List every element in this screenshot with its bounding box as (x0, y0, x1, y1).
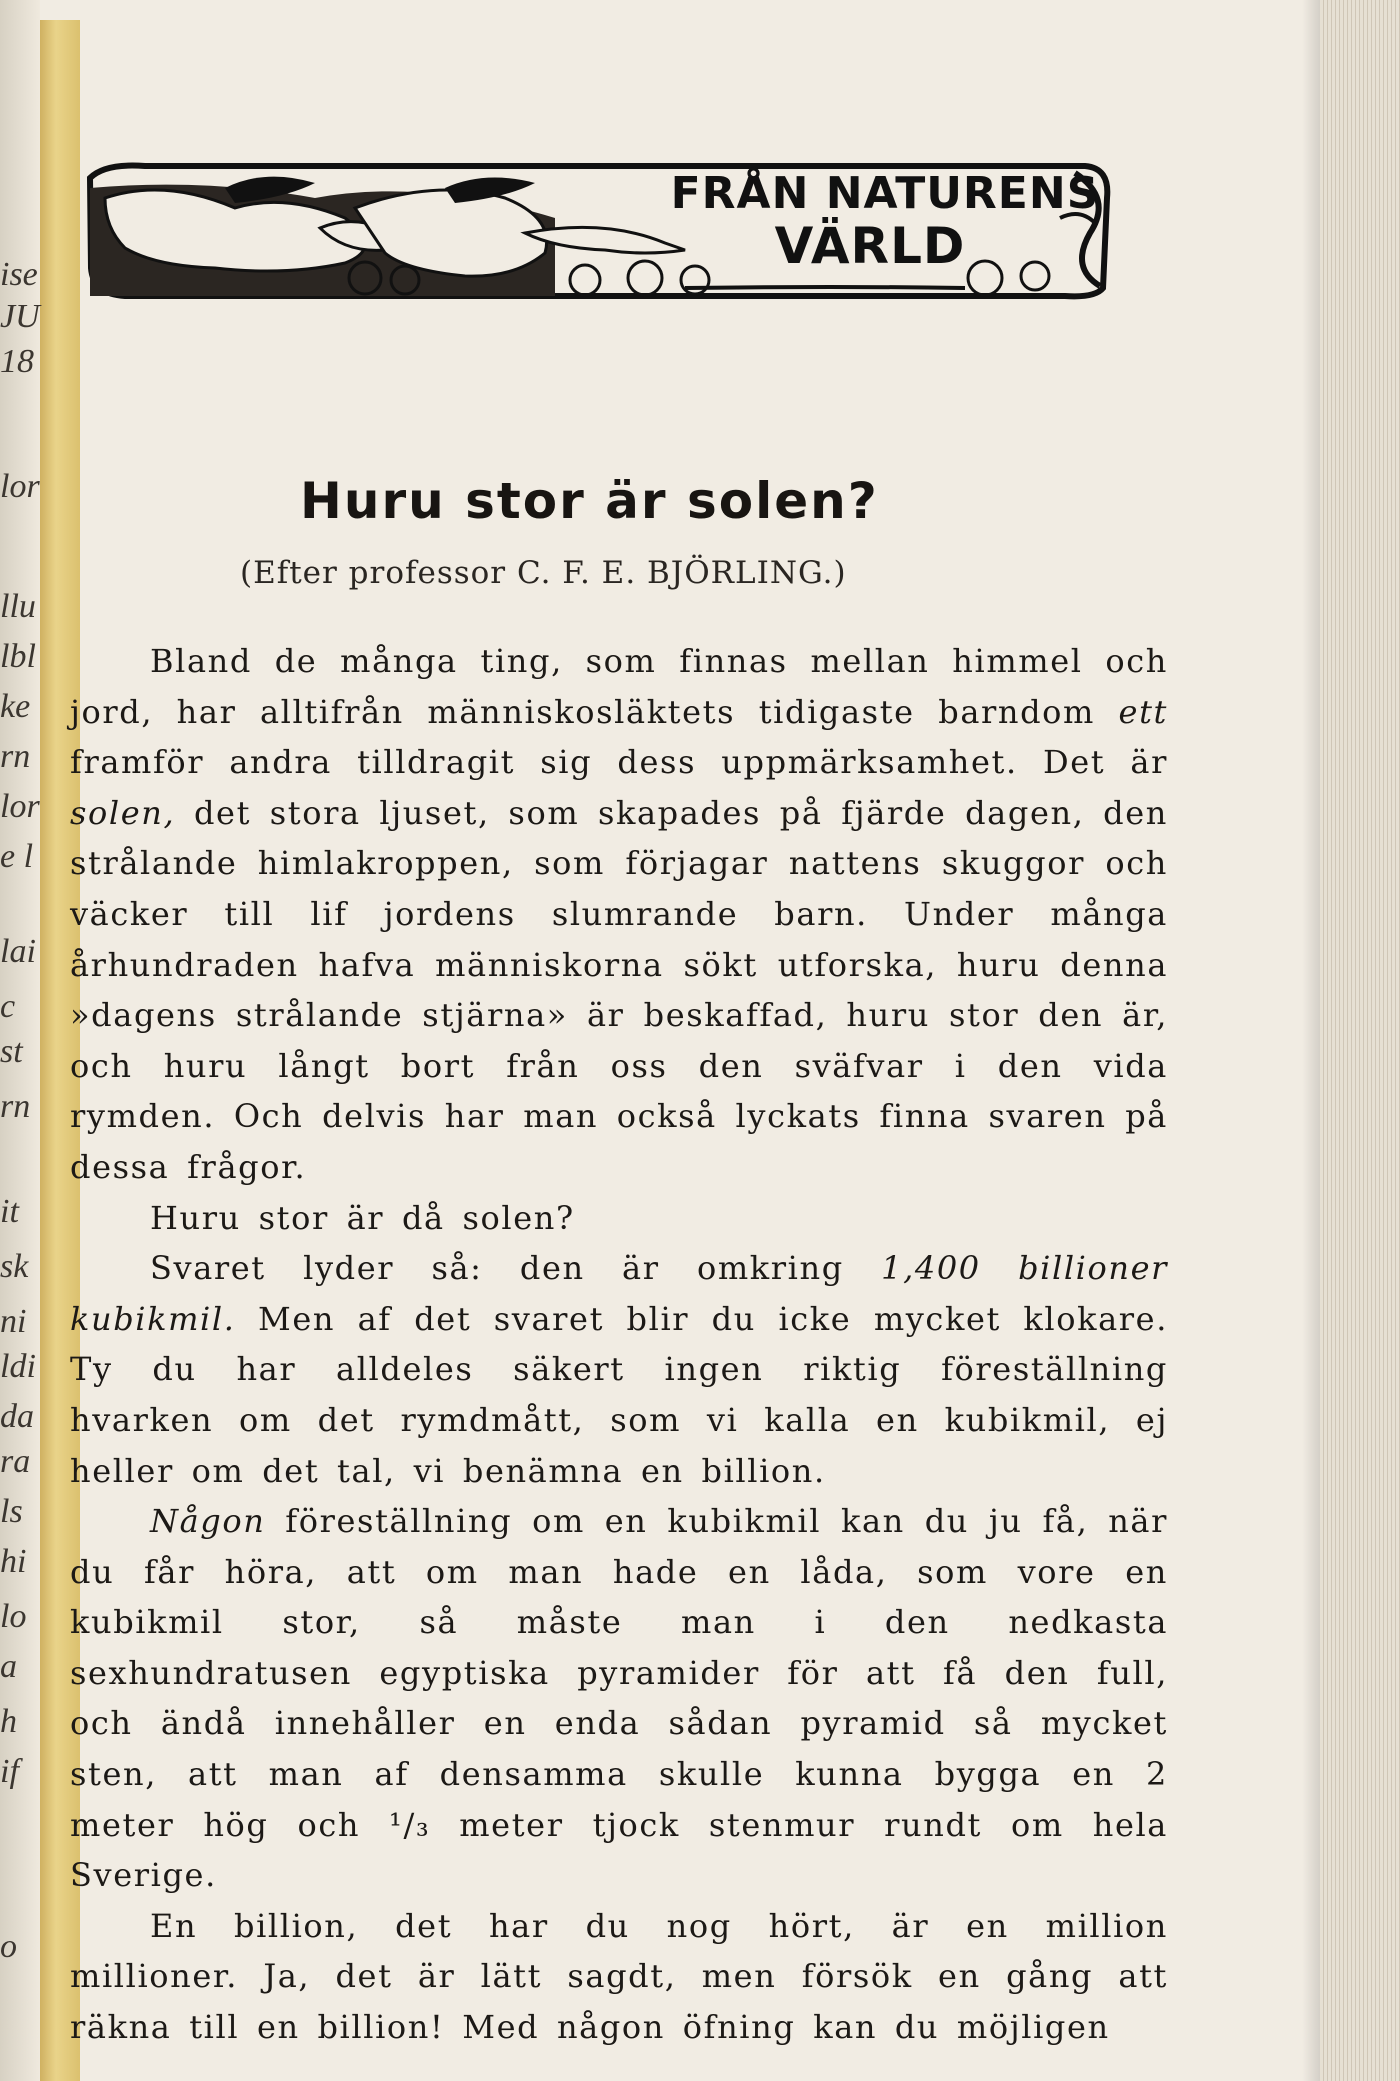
facing-page-fragment: JU (0, 300, 40, 334)
page-edges (1320, 0, 1400, 2081)
body-paragraph (70, 636, 1168, 1193)
paragraph-text: En billion, det har du nog hört, är en million millioner. Ja, det är lätt sagdt, men försök en gång att räkna till en billion! Med någon öfning kan du möjligen (70, 1906, 1168, 2047)
facing-page-fragment: 18 (0, 345, 34, 379)
facing-page-fragment: ls (0, 1495, 23, 1529)
facing-page-fragment: hi (0, 1545, 27, 1579)
facing-page-fragment: rn (0, 1090, 31, 1124)
italic-text: ett (1118, 692, 1168, 731)
banner-title-line2: VÄRLD (774, 217, 966, 275)
paragraph-text: Men af det svaret blir du icke mycket klokare. Ty du har alldeles säkert ingen riktig föreställning hvarken om det rymdmått, som vi kalla en kubikmil, ej heller om det tal, vi benämna en billion. (70, 1299, 1168, 1490)
facing-page-fragment: o (0, 1930, 17, 1964)
facing-page-fragment: lai (0, 935, 36, 969)
section-banner (85, 158, 1115, 300)
facing-page-fragment: a (0, 1650, 17, 1684)
body-paragraph (70, 1901, 1168, 2053)
facing-page-fragment: ise (0, 258, 38, 292)
paragraph-text: det stora ljuset, som skapades på fjärde dagen, den strålande himlakroppen, som förjagar nattens skuggor och väcker till lif jordens slumrande barn. Under många århundraden hafva människorna sökt utforska, huru denna »dagens strålande stjärna» är beskaffad, huru stor den är, och huru långt bort från oss den sväfvar i den vida rymden. Och delvis har man också lyckats finna svaren på dessa frågor. (70, 793, 1168, 1186)
article-body (70, 636, 1168, 2053)
facing-page-fragment: ke (0, 690, 31, 724)
facing-page-fragment: ldi (0, 1350, 36, 1384)
facing-page-fragment: it (0, 1195, 19, 1229)
body-paragraph (70, 1193, 1168, 1244)
italic-text: solen, (70, 793, 176, 832)
paragraph-text: Svaret lyder så: den är omkring (150, 1249, 882, 1288)
body-paragraph (70, 1243, 1168, 1496)
article-title: Huru stor är solen? (300, 472, 879, 530)
facing-page-fragment: h (0, 1705, 17, 1739)
paragraph-text: framför andra tilldragit sig dess uppmärksamhet. Det är (70, 743, 1168, 782)
facing-page-fragment: llu (0, 590, 36, 624)
banner-title (605, 170, 1105, 274)
facing-page-fragment: da (0, 1400, 34, 1434)
facing-page-fragment: rn (0, 740, 31, 774)
banner-title-line1: FRÅN NATURENS (670, 168, 1100, 219)
article-byline: (Efter professor C. F. E. BJÖRLING.) (240, 555, 847, 591)
facing-page-fragment: sk (0, 1250, 29, 1284)
paragraph-text: Huru stor är då solen? (150, 1198, 575, 1237)
facing-page-fragment: ni (0, 1305, 27, 1339)
facing-page-fragment: c (0, 990, 16, 1024)
body-paragraph (70, 1496, 1168, 1901)
facing-page-fragment: ra (0, 1445, 31, 1479)
italic-text: Någon (150, 1502, 266, 1541)
facing-page-fragment: lor (0, 470, 40, 504)
page-edge-shadow (1302, 0, 1320, 2081)
facing-page-fragment: e l (0, 840, 34, 874)
paragraph-text: föreställning om en kubikmil kan du ju få, när du får höra, att om man hade en låda, som vore en kubikmil stor, så måste man i den nedkasta sexhundratusen egyptiska pyramider för att få den full, och ändå innehåller en enda sådan pyramid så mycket sten, att man af densamma skulle kunna bygga en 2 meter hög och ¹/₃ meter tjock stenmur rundt om hela Sverige. (70, 1502, 1168, 1895)
facing-page-fragment: lo (0, 1600, 27, 1634)
italic-text: 1,400 billioner kubikmil. (70, 1249, 1168, 1338)
facing-page-fragment: lbl (0, 640, 36, 674)
paragraph-text: Bland de många ting, som finnas mellan himmel och jord, har alltifrån människosläktets tidigaste barndom (70, 642, 1168, 731)
facing-page-fragment: st (0, 1035, 23, 1069)
facing-page-fragment: lor (0, 790, 40, 824)
facing-page-fragment: if (0, 1755, 19, 1789)
